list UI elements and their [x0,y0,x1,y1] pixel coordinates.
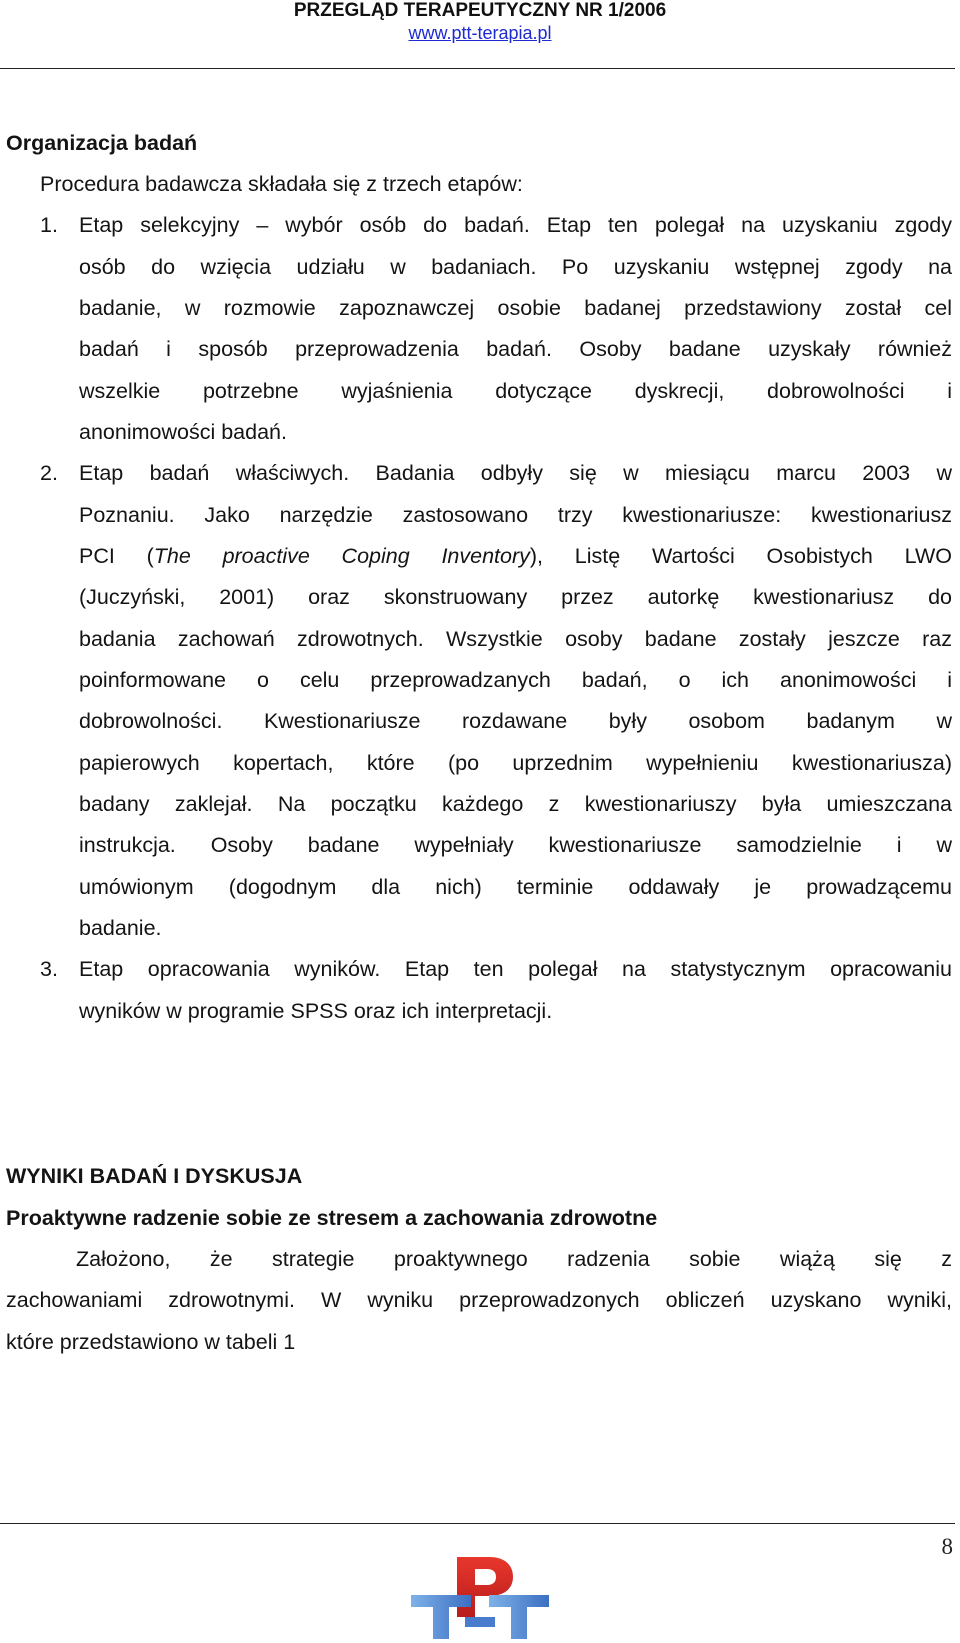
footer-rule [0,1523,955,1524]
list-item-line: (Juczyński, 2001) oraz skonstruowany przez autorkę kwestionariusz do [79,585,952,609]
list-item-line: wyników w programie SPSS oraz ich interpretacji. [79,999,553,1023]
inventory-title: The proactive Coping Inventory [153,544,530,568]
list-item-line: wszelkie potrzebne wyjaśnienia dotyczące dyskrecji, dobrowolności i [79,379,952,403]
list-item-line: badań i sposób przeprowadzenia badań. Osoby badane uzyskały również [79,337,952,361]
list-item-line: badanie. [79,916,162,940]
list-item-line: Etap badań właściwych. Badania odbyły się w miesiącu marcu 2003 w [79,461,952,485]
list-item-number: 1. [40,213,58,237]
results-paragraph-line: które przedstawiono w tabeli 1 [6,1330,296,1354]
list-item-line: instrukcja. Osoby badane wypełniały kwestionariusze samodzielnie i w [79,833,952,857]
list-item-line: badany zaklejał. Na początku każdego z kwestionariuszy była umieszczana [79,792,952,816]
list-item-number: 2. [40,461,58,485]
header-rule [0,68,955,69]
page-number: 8 [941,1534,953,1559]
list-item-line: dobrowolności. Kwestionariusze rozdawane były osobom badanym w [79,709,952,733]
ptt-logo [405,1555,555,1641]
section-title: Organizacja badań [6,131,198,155]
results-subheading: Proaktywne radzenie sobie ze stresem a zachowania zdrowotne [6,1206,658,1230]
results-heading: WYNIKI BADAŃ I DYSKUSJA [6,1164,303,1188]
results-paragraph-line: zachowaniami zdrowotnymi. W wyniku przeprowadzonych obliczeń uzyskano wyniki, [6,1288,952,1312]
results-paragraph-line: Założono, że strategie proaktywnego radzenia sobie wiążą się z [76,1247,952,1271]
pci-prefix: PCI ( [79,544,154,568]
list-item-line [79,543,952,569]
list-item-line: anonimowości badań. [79,420,287,444]
list-item-line: Etap opracowania wyników. Etap ten polegał na statystycznym opracowaniu [79,957,952,981]
list-item-line: umówionym (dogodnym dla nich) terminie oddawały je prowadzącemu [79,875,952,899]
journal-title: PRZEGLĄD TERAPEUTYCZNY NR 1/2006 [293,0,667,21]
list-item-line: badania zachowań zdrowotnych. Wszystkie osoby badane zostały jeszcze raz [79,627,952,651]
list-item-line: osób do wzięcia udziału w badaniach. Po uzyskaniu wstępnej zgody na [79,255,952,279]
list-item-number: 3. [40,957,58,981]
list-item-line: papierowych kopertach, które (po uprzednim wypełnieniu kwestionariusza) [79,751,952,775]
journal-url-link[interactable]: www.ptt-terapia.pl [408,23,552,43]
list-item-line: poinformowane o celu przeprowadzanych badań, o ich anonimowości i [79,668,952,692]
list-item-line: Etap selekcyjny – wybór osób do badań. Etap ten polegał na uzyskaniu zgody [79,213,952,237]
pci-suffix: ), Listę Wartości Osobistych LWO [529,544,952,568]
intro-paragraph: Procedura badawcza składała się z trzech etapów: [40,172,523,196]
list-item-line: badanie, w rozmowie zapoznawczej osobie badanej przedstawiony został cel [79,296,952,320]
list-item-line: Poznaniu. Jako narzędzie zastosowano trzy kwestionariusze: kwestionariusz [79,503,952,527]
